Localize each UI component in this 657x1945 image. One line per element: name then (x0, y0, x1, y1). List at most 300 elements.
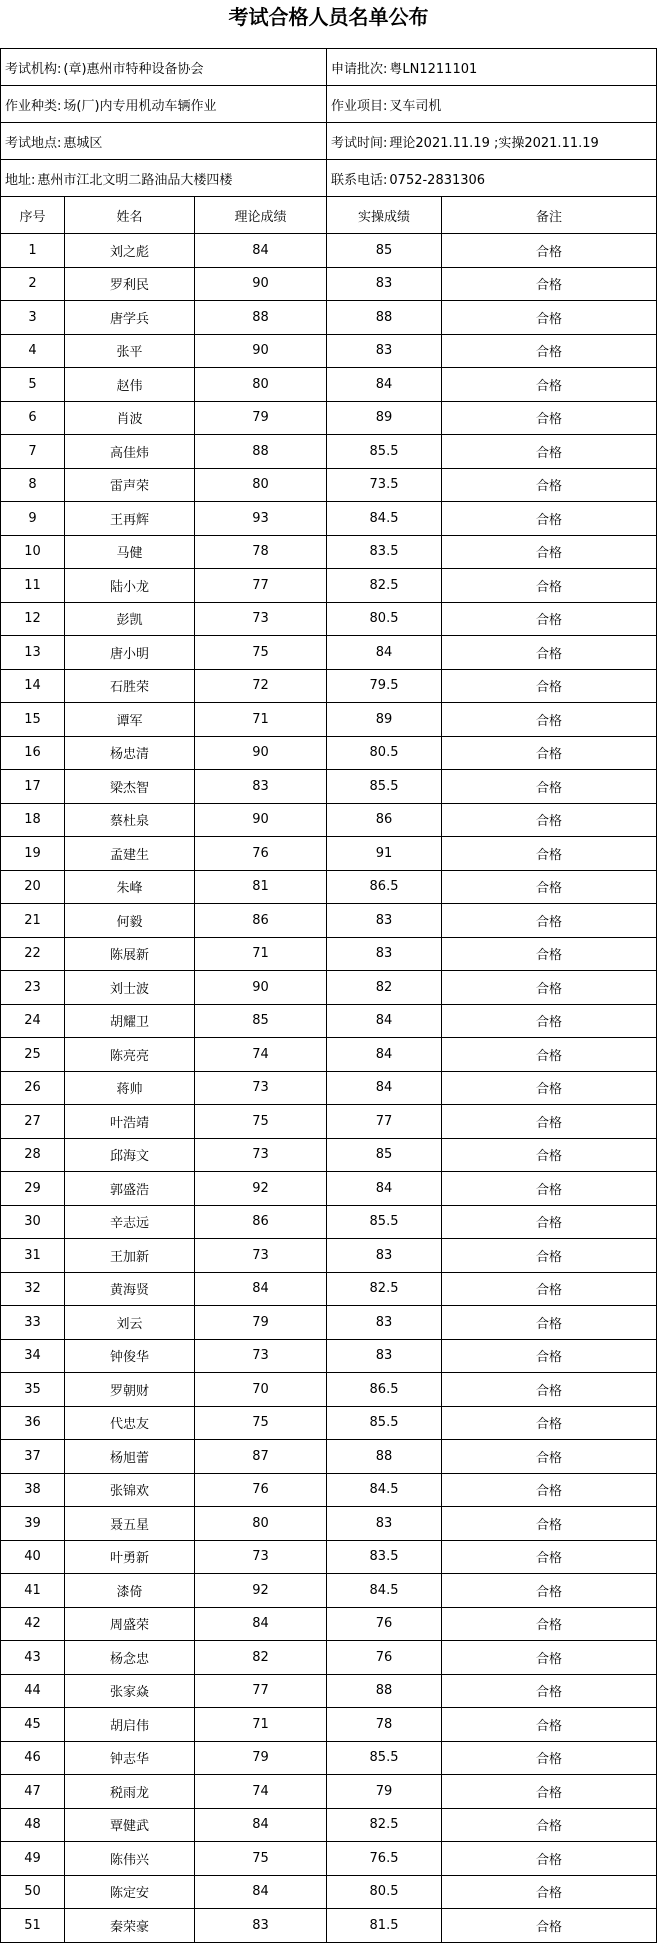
cell-remark: 合格 (442, 1775, 657, 1809)
cell-practical-score: 85.5 (327, 435, 442, 469)
table-row (1, 468, 657, 502)
cell-remark: 合格 (442, 1507, 657, 1541)
cell-practical-score: 79 (327, 1775, 442, 1809)
cell-theory-score: 79 (195, 1741, 327, 1775)
cell-practical-score: 84 (327, 1038, 442, 1072)
table-row (1, 1641, 657, 1675)
table-row (1, 1172, 657, 1206)
cell-name: 王加新 (65, 1239, 195, 1273)
table-row (1, 971, 657, 1005)
cell-name: 聂五星 (65, 1507, 195, 1541)
cell-seq: 1 (1, 234, 65, 268)
cell-theory-score: 79 (195, 401, 327, 435)
cell-theory-score: 70 (195, 1373, 327, 1407)
cell-seq: 33 (1, 1306, 65, 1340)
cell-practical-score: 86.5 (327, 1373, 442, 1407)
cell-practical-score: 83 (327, 267, 442, 301)
cell-remark: 合格 (442, 1004, 657, 1038)
batch-label: 申请批次: (331, 61, 388, 77)
cell-practical-score: 82.5 (327, 1272, 442, 1306)
cell-seq: 49 (1, 1842, 65, 1876)
cell-name: 肖波 (65, 401, 195, 435)
table-header-row (1, 197, 657, 234)
cell-name: 谭军 (65, 703, 195, 737)
cell-seq: 12 (1, 602, 65, 636)
table-row (1, 1775, 657, 1809)
cell-remark: 合格 (442, 736, 657, 770)
cell-theory-score: 86 (195, 1205, 327, 1239)
cell-practical-score: 77 (327, 1105, 442, 1139)
cell-practical-score: 84 (327, 1172, 442, 1206)
location-value: 惠城区 (63, 135, 103, 151)
table-row (1, 535, 657, 569)
cell-theory-score: 84 (195, 1607, 327, 1641)
info-row-location (1, 123, 657, 160)
cell-seq: 22 (1, 937, 65, 971)
cell-seq: 39 (1, 1507, 65, 1541)
cell-seq: 41 (1, 1574, 65, 1608)
cell-seq: 6 (1, 401, 65, 435)
cell-remark: 合格 (442, 1373, 657, 1407)
cell-name: 彭凯 (65, 602, 195, 636)
cell-seq: 44 (1, 1674, 65, 1708)
cell-remark: 合格 (442, 334, 657, 368)
table-row (1, 234, 657, 268)
cell-practical-score: 83 (327, 1507, 442, 1541)
cell-theory-score: 82 (195, 1641, 327, 1675)
cell-remark: 合格 (442, 1674, 657, 1708)
table-row (1, 736, 657, 770)
cell-seq: 10 (1, 535, 65, 569)
cell-name: 覃健武 (65, 1808, 195, 1842)
cell-theory-score: 77 (195, 1674, 327, 1708)
cell-seq: 27 (1, 1105, 65, 1139)
cell-seq: 3 (1, 301, 65, 335)
cell-remark: 合格 (442, 1105, 657, 1139)
cell-name: 杨旭蕾 (65, 1440, 195, 1474)
cell-remark: 合格 (442, 1875, 657, 1909)
batch-cell (327, 49, 657, 86)
cell-theory-score: 90 (195, 267, 327, 301)
cell-remark: 合格 (442, 1574, 657, 1608)
cell-remark: 合格 (442, 971, 657, 1005)
cell-theory-score: 84 (195, 1808, 327, 1842)
cell-theory-score: 83 (195, 770, 327, 804)
cell-practical-score: 80.5 (327, 602, 442, 636)
cell-remark: 合格 (442, 1708, 657, 1742)
cell-name: 张锦欢 (65, 1473, 195, 1507)
table-row (1, 1607, 657, 1641)
category-cell (1, 86, 327, 123)
cell-name: 马健 (65, 535, 195, 569)
cell-practical-score: 85.5 (327, 1205, 442, 1239)
cell-remark: 合格 (442, 468, 657, 502)
cell-practical-score: 83 (327, 937, 442, 971)
cell-name: 张平 (65, 334, 195, 368)
header-practical-score: 实操成绩 (327, 197, 442, 234)
cell-practical-score: 84.5 (327, 1473, 442, 1507)
cell-practical-score: 83 (327, 1306, 442, 1340)
cell-seq: 46 (1, 1741, 65, 1775)
cell-name: 陈伟兴 (65, 1842, 195, 1876)
cell-seq: 48 (1, 1808, 65, 1842)
project-label: 作业项目: (331, 98, 388, 114)
cell-theory-score: 81 (195, 870, 327, 904)
cell-name: 叶勇新 (65, 1540, 195, 1574)
cell-remark: 合格 (442, 636, 657, 670)
table-row (1, 1138, 657, 1172)
cell-theory-score: 75 (195, 636, 327, 670)
table-row (1, 1540, 657, 1574)
cell-remark: 合格 (442, 1172, 657, 1206)
cell-remark: 合格 (442, 535, 657, 569)
cell-theory-score: 84 (195, 234, 327, 268)
cell-name: 高佳炜 (65, 435, 195, 469)
cell-name: 孟建生 (65, 837, 195, 871)
cell-practical-score: 79.5 (327, 669, 442, 703)
cell-theory-score: 86 (195, 904, 327, 938)
cell-remark: 合格 (442, 1406, 657, 1440)
cell-seq: 20 (1, 870, 65, 904)
table-row (1, 368, 657, 402)
cell-seq: 26 (1, 1071, 65, 1105)
cell-theory-score: 74 (195, 1038, 327, 1072)
cell-practical-score: 82.5 (327, 1808, 442, 1842)
cell-name: 陈展新 (65, 937, 195, 971)
cell-seq: 32 (1, 1272, 65, 1306)
cell-seq: 2 (1, 267, 65, 301)
cell-practical-score: 80.5 (327, 1875, 442, 1909)
address-value: 惠州市江北文明二路油品大楼四楼 (37, 172, 233, 188)
cell-remark: 合格 (442, 301, 657, 335)
table-row (1, 803, 657, 837)
table-row (1, 1406, 657, 1440)
cell-theory-score: 71 (195, 937, 327, 971)
cell-theory-score: 76 (195, 1473, 327, 1507)
cell-seq: 19 (1, 837, 65, 871)
cell-practical-score: 89 (327, 401, 442, 435)
cell-name: 代忠友 (65, 1406, 195, 1440)
results-table (0, 48, 657, 1943)
cell-practical-score: 76 (327, 1641, 442, 1675)
cell-practical-score: 82.5 (327, 569, 442, 603)
table-row (1, 669, 657, 703)
cell-name: 蒋帅 (65, 1071, 195, 1105)
cell-seq: 11 (1, 569, 65, 603)
table-row (1, 636, 657, 670)
cell-remark: 合格 (442, 267, 657, 301)
cell-remark: 合格 (442, 1741, 657, 1775)
phone-label: 联系电话: (331, 172, 388, 188)
cell-name: 郭盛浩 (65, 1172, 195, 1206)
cell-practical-score: 84 (327, 368, 442, 402)
cell-theory-score: 78 (195, 535, 327, 569)
cell-theory-score: 71 (195, 1708, 327, 1742)
cell-theory-score: 73 (195, 602, 327, 636)
cell-practical-score: 86 (327, 803, 442, 837)
table-row (1, 301, 657, 335)
table-row (1, 334, 657, 368)
category-label: 作业种类: (5, 98, 62, 114)
table-row (1, 1473, 657, 1507)
cell-seq: 31 (1, 1239, 65, 1273)
cell-name: 唐学兵 (65, 301, 195, 335)
cell-seq: 30 (1, 1205, 65, 1239)
table-row (1, 1909, 657, 1943)
cell-seq: 28 (1, 1138, 65, 1172)
cell-theory-score: 73 (195, 1339, 327, 1373)
cell-theory-score: 85 (195, 1004, 327, 1038)
cell-remark: 合格 (442, 669, 657, 703)
cell-seq: 13 (1, 636, 65, 670)
info-row-category (1, 86, 657, 123)
cell-name: 何毅 (65, 904, 195, 938)
cell-name: 胡启伟 (65, 1708, 195, 1742)
cell-name: 辛志远 (65, 1205, 195, 1239)
cell-seq: 16 (1, 736, 65, 770)
cell-practical-score: 84 (327, 636, 442, 670)
cell-remark: 合格 (442, 1641, 657, 1675)
location-cell (1, 123, 327, 160)
cell-theory-score: 80 (195, 368, 327, 402)
cell-seq: 8 (1, 468, 65, 502)
cell-seq: 42 (1, 1607, 65, 1641)
cell-remark: 合格 (442, 1272, 657, 1306)
category-value: 场(厂)内专用机动车辆作业 (63, 98, 217, 114)
header-name: 姓名 (65, 197, 195, 234)
cell-remark: 合格 (442, 803, 657, 837)
table-row (1, 1741, 657, 1775)
cell-practical-score: 88 (327, 301, 442, 335)
cell-theory-score: 74 (195, 1775, 327, 1809)
cell-theory-score: 71 (195, 703, 327, 737)
cell-seq: 34 (1, 1339, 65, 1373)
cell-practical-score: 76.5 (327, 1842, 442, 1876)
cell-name: 杨忠清 (65, 736, 195, 770)
info-row-org (1, 49, 657, 86)
cell-remark: 合格 (442, 1808, 657, 1842)
cell-seq: 14 (1, 669, 65, 703)
table-row (1, 602, 657, 636)
cell-theory-score: 75 (195, 1105, 327, 1139)
cell-remark: 合格 (442, 1607, 657, 1641)
cell-name: 朱峰 (65, 870, 195, 904)
cell-theory-score: 88 (195, 435, 327, 469)
cell-practical-score: 85.5 (327, 1741, 442, 1775)
cell-remark: 合格 (442, 870, 657, 904)
cell-seq: 24 (1, 1004, 65, 1038)
cell-theory-score: 80 (195, 1507, 327, 1541)
cell-name: 梁杰智 (65, 770, 195, 804)
cell-theory-score: 73 (195, 1239, 327, 1273)
cell-name: 刘士波 (65, 971, 195, 1005)
table-row (1, 569, 657, 603)
cell-seq: 17 (1, 770, 65, 804)
cell-remark: 合格 (442, 937, 657, 971)
cell-name: 赵伟 (65, 368, 195, 402)
cell-seq: 7 (1, 435, 65, 469)
cell-theory-score: 73 (195, 1071, 327, 1105)
cell-practical-score: 83 (327, 334, 442, 368)
cell-seq: 37 (1, 1440, 65, 1474)
cell-remark: 合格 (442, 1038, 657, 1072)
table-row (1, 1205, 657, 1239)
cell-practical-score: 83.5 (327, 1540, 442, 1574)
cell-name: 刘之彪 (65, 234, 195, 268)
cell-name: 雷声荣 (65, 468, 195, 502)
table-row (1, 870, 657, 904)
cell-name: 漆倚 (65, 1574, 195, 1608)
cell-remark: 合格 (442, 703, 657, 737)
cell-theory-score: 90 (195, 971, 327, 1005)
cell-theory-score: 80 (195, 468, 327, 502)
table-row (1, 1808, 657, 1842)
cell-practical-score: 84.5 (327, 1574, 442, 1608)
cell-seq: 47 (1, 1775, 65, 1809)
cell-seq: 35 (1, 1373, 65, 1407)
cell-seq: 45 (1, 1708, 65, 1742)
cell-remark: 合格 (442, 1071, 657, 1105)
cell-practical-score: 84.5 (327, 502, 442, 536)
cell-name: 陆小龙 (65, 569, 195, 603)
cell-name: 胡耀卫 (65, 1004, 195, 1038)
cell-remark: 合格 (442, 1842, 657, 1876)
cell-theory-score: 87 (195, 1440, 327, 1474)
exam-time-label: 考试时间: (331, 135, 388, 151)
cell-name: 税雨龙 (65, 1775, 195, 1809)
table-row (1, 267, 657, 301)
location-label: 考试地点: (5, 135, 62, 151)
cell-seq: 15 (1, 703, 65, 737)
cell-practical-score: 83 (327, 1339, 442, 1373)
cell-seq: 29 (1, 1172, 65, 1206)
cell-practical-score: 88 (327, 1674, 442, 1708)
cell-name: 钟志华 (65, 1741, 195, 1775)
cell-theory-score: 92 (195, 1172, 327, 1206)
cell-theory-score: 76 (195, 837, 327, 871)
cell-practical-score: 91 (327, 837, 442, 871)
cell-practical-score: 80.5 (327, 736, 442, 770)
cell-remark: 合格 (442, 770, 657, 804)
cell-practical-score: 83.5 (327, 535, 442, 569)
table-row (1, 904, 657, 938)
cell-remark: 合格 (442, 1540, 657, 1574)
cell-remark: 合格 (442, 1138, 657, 1172)
cell-name: 秦荣豪 (65, 1909, 195, 1943)
cell-name: 陈亮亮 (65, 1038, 195, 1072)
page-title: 考试合格人员名单公布 (228, 5, 429, 29)
cell-remark: 合格 (442, 1339, 657, 1373)
table-row (1, 1239, 657, 1273)
header-theory-score: 理论成绩 (195, 197, 327, 234)
cell-practical-score: 78 (327, 1708, 442, 1742)
cell-theory-score: 84 (195, 1272, 327, 1306)
table-row (1, 1373, 657, 1407)
cell-name: 罗利民 (65, 267, 195, 301)
table-row (1, 770, 657, 804)
cell-seq: 43 (1, 1641, 65, 1675)
exam-org-cell (1, 49, 327, 86)
cell-practical-score: 85 (327, 234, 442, 268)
cell-name: 陈定安 (65, 1875, 195, 1909)
cell-remark: 合格 (442, 1473, 657, 1507)
cell-remark: 合格 (442, 435, 657, 469)
cell-seq: 36 (1, 1406, 65, 1440)
cell-name: 周盛荣 (65, 1607, 195, 1641)
cell-practical-score: 83 (327, 904, 442, 938)
cell-name: 钟俊华 (65, 1339, 195, 1373)
table-row (1, 1272, 657, 1306)
table-row (1, 1339, 657, 1373)
table-row (1, 703, 657, 737)
cell-theory-score: 90 (195, 334, 327, 368)
cell-name: 石胜荣 (65, 669, 195, 703)
cell-name: 黄海贤 (65, 1272, 195, 1306)
cell-remark: 合格 (442, 502, 657, 536)
cell-seq: 21 (1, 904, 65, 938)
cell-theory-score: 79 (195, 1306, 327, 1340)
table-row (1, 1071, 657, 1105)
cell-theory-score: 77 (195, 569, 327, 603)
cell-remark: 合格 (442, 1239, 657, 1273)
table-row (1, 1306, 657, 1340)
cell-theory-score: 92 (195, 1574, 327, 1608)
cell-name: 叶浩靖 (65, 1105, 195, 1139)
cell-theory-score: 90 (195, 803, 327, 837)
exam-org-label: 考试机构: (5, 61, 62, 77)
cell-name: 张家焱 (65, 1674, 195, 1708)
address-label: 地址: (5, 172, 36, 188)
table-row (1, 1004, 657, 1038)
cell-name: 蔡杜泉 (65, 803, 195, 837)
cell-remark: 合格 (442, 837, 657, 871)
table-row (1, 1574, 657, 1608)
cell-seq: 40 (1, 1540, 65, 1574)
cell-remark: 合格 (442, 1205, 657, 1239)
table-row (1, 1708, 657, 1742)
cell-name: 唐小明 (65, 636, 195, 670)
table-row (1, 1842, 657, 1876)
project-cell (327, 86, 657, 123)
cell-seq: 9 (1, 502, 65, 536)
cell-name: 刘云 (65, 1306, 195, 1340)
cell-practical-score: 85.5 (327, 1406, 442, 1440)
cell-practical-score: 89 (327, 703, 442, 737)
cell-remark: 合格 (442, 569, 657, 603)
table-row (1, 937, 657, 971)
table-row (1, 502, 657, 536)
cell-remark: 合格 (442, 602, 657, 636)
address-cell (1, 160, 327, 197)
cell-remark: 合格 (442, 368, 657, 402)
cell-seq: 23 (1, 971, 65, 1005)
info-row-address (1, 160, 657, 197)
cell-practical-score: 76 (327, 1607, 442, 1641)
cell-remark: 合格 (442, 1306, 657, 1340)
cell-theory-score: 83 (195, 1909, 327, 1943)
cell-seq: 18 (1, 803, 65, 837)
cell-remark: 合格 (442, 904, 657, 938)
cell-practical-score: 84 (327, 1004, 442, 1038)
cell-practical-score: 83 (327, 1239, 442, 1273)
batch-value: 粤LN1211101 (389, 61, 478, 77)
cell-theory-score: 73 (195, 1540, 327, 1574)
cell-name: 王再辉 (65, 502, 195, 536)
cell-seq: 50 (1, 1875, 65, 1909)
cell-seq: 38 (1, 1473, 65, 1507)
cell-remark: 合格 (442, 1440, 657, 1474)
cell-seq: 25 (1, 1038, 65, 1072)
